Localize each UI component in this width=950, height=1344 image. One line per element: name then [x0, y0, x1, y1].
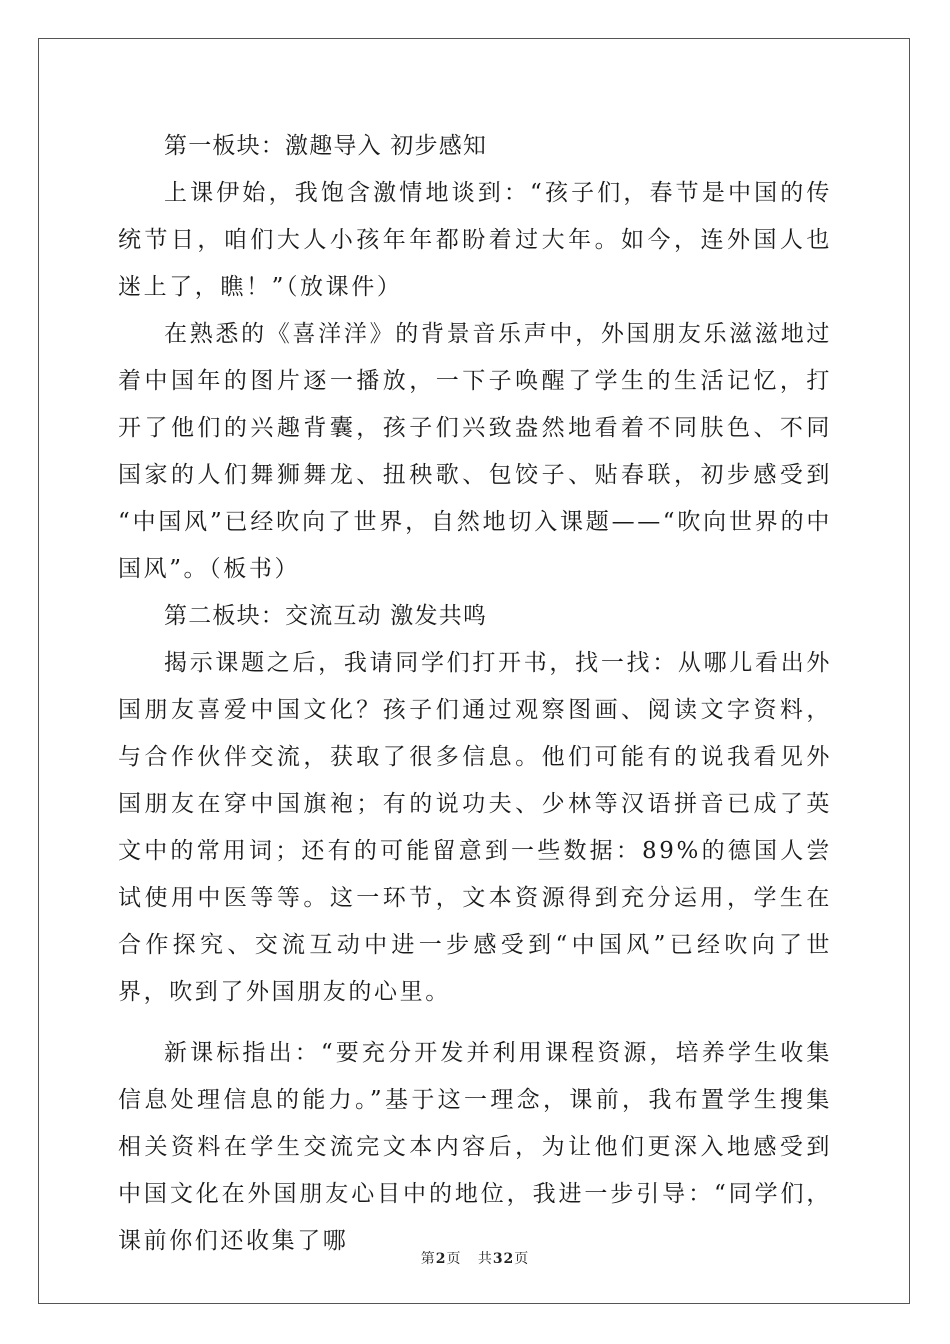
paragraph-intro: 上课伊始，我饱含激情地谈到：“孩子们，春节是中国的传统节日，咱们大人小孩年年都盼着过大年。如今，连外国人也迷上了，瞧！”（放课件） [118, 180, 832, 300]
footer-total-unit: 页 [514, 1251, 530, 1267]
paragraph-music: 在熟悉的《喜洋洋》的背景音乐声中，外国朋友乐滋滋地过着中国年的图片逐一播放，一下子唤醒了学生的生活记忆，打开了他们的兴趣背囊，孩子们兴致盎然地看着不同肤色、不同国家的人们舞狮舞龙、扭秧歌、包饺子、贴春联，初步感受到 “中国风”已经吹向了世界，自然地切入课题——“吹向世界的中国风”。（板书） [118, 321, 832, 582]
section-heading-1: 第一板块：激趣导入 初步感知 [164, 133, 488, 159]
page-footer [0, 1248, 950, 1268]
paragraph-discussion: 揭示课题之后，我请同学们打开书，找一找：从哪儿看出外国朋友喜爱中国文化？孩子们通过观察图画、阅读文字资料，与合作伙伴交流，获取了很多信息。他们可能有的说我看见外国朋友在穿中国旗袍；有的说功夫、少林等汉语拼音已成了英文中的常用词；还有的可能留意到一些数据：89%的德国人尝试使用中医等等。这一环节，文本资源得到充分运用，学生在合作探究、交流互动中进一步感受到“中国风”已经吹向了世界，吹到了外国朋友的心里。 [118, 650, 832, 1005]
footer-total-pages: 32 [492, 1251, 515, 1267]
paragraph-curriculum: 新课标指出：“要充分开发并利用课程资源，培养学生收集信息处理信息的能力。”基于这一理念，课前，我布置学生搜集相关资料在学生交流完文本内容后，为让他们更深入地感受到中国文化在外国朋友心目中的地位，我进一步引导：“同学们，课前你们还收集了哪 [118, 1040, 832, 1254]
footer-page-number: 2 [435, 1251, 447, 1267]
document-body [118, 123, 832, 1265]
paragraph-gap [118, 1016, 832, 1030]
footer-page-unit: 页 [446, 1251, 462, 1267]
section-heading-2: 第二板块：交流互动 激发共鸣 [164, 603, 488, 629]
footer-page-prefix: 第 [420, 1251, 436, 1267]
footer-total-prefix: 共 [477, 1251, 493, 1267]
